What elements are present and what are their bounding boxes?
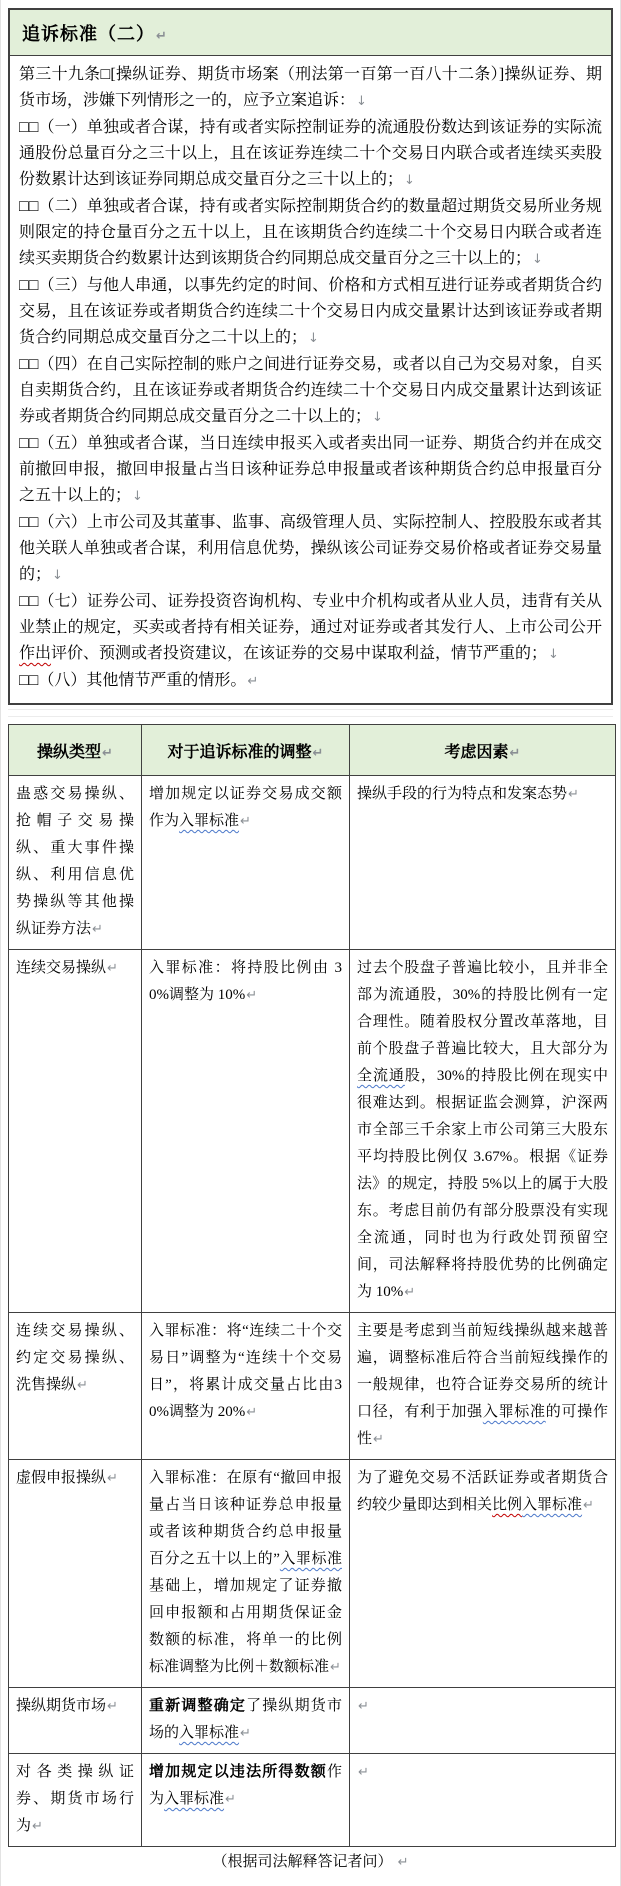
paragraph-mark: ↵ (246, 1405, 258, 1420)
section-divider (8, 709, 613, 716)
paragraph-mark: ↵ (102, 746, 113, 761)
adjustments-table (8, 724, 616, 1847)
cell-adjustment (142, 950, 350, 1313)
text-segment: 过去个股盘子普遍比较小，且并非全部为流通股，30%的持股比例有一定合理性。随着股权分置改革落地，目前个股盘子普遍比较大，且大部分为 (357, 960, 608, 1057)
text-segment: 评价、预测或者投资建议，在该证券的交易中谋取利益，情节严重的； (51, 645, 548, 662)
paragraph-mark: ↵ (568, 787, 579, 802)
legal-paragraph (19, 431, 602, 510)
text-segment: 入罪标准 (179, 813, 240, 829)
cell-considerations (350, 776, 616, 950)
text-segment: 重新调整确定 (149, 1698, 247, 1714)
table-row (9, 1754, 616, 1847)
line-break-mark: ↓ (52, 568, 63, 583)
paragraph-mark: ↵ (107, 961, 118, 976)
text-segment: 作出 (19, 645, 52, 662)
table-header-row (9, 725, 616, 776)
text-segment: 连续交易操纵 (16, 960, 107, 976)
text-segment: 作为 (149, 1764, 342, 1807)
text-segment: □□（五）单独或者合谋，当日连续申报买入或者卖出同一证券、期货合约并在成交前撤回申报，撤回申报量占当日该种证券总申报量或者该种期货合约总申报量百分之五十以上的； (19, 435, 602, 504)
cell-considerations (350, 1688, 616, 1754)
paragraph-mark: ↵ (107, 1471, 118, 1486)
text-segment: 入罪标准 (522, 1497, 583, 1513)
text-segment: □□（四）在自己实际控制的账户之间进行证券交易，或者以自己为交易对象，自买自卖期货合约，且在该证券或者期货合约连续二十个交易日内成交量累计达到该证券或者期货合约同期总成交量百分之二十以上的； (19, 356, 602, 425)
section-divider (8, 716, 613, 717)
line-break-mark: ↓ (548, 647, 559, 662)
text-segment: 比例 (492, 1497, 523, 1513)
paragraph-mark: ↵ (358, 1765, 369, 1780)
cell-manipulation-type (9, 1460, 142, 1688)
text-segment: 入罪标准 (179, 1725, 240, 1741)
text-segment: 股，30%的持股比例在现实中很难达到。根据证监会测算，沪深两市全部三千余家上市公司第三大股东平均持股比例仅 3.67%。根据《证券法》的规定，持股 5%以上的属于大股东。考虑目前仍有部分股票没有实现全流通，同时也为行政处罚预留空间，司法解释将持股优势的比例确定为 10% (357, 1068, 608, 1300)
cell-considerations (350, 1754, 616, 1847)
text-segment: 蛊惑交易操纵、抢帽子交易操纵、重大事件操纵、利用信息优势操纵等其他操纵证券方法 (16, 786, 134, 937)
cell-manipulation-type (9, 1313, 142, 1460)
line-break-mark: ↓ (308, 331, 319, 346)
text-segment: 连续交易操纵、约定交易操纵、洗售操纵 (16, 1323, 134, 1393)
paragraph-mark: ↵ (373, 1432, 384, 1447)
paragraph-mark: ↵ (240, 814, 251, 829)
text-segment: 基础上，增加规定了证券撤回申报额和占用期货保证金数额的标准，将单一的比例标准调整为比例＋数额标准 (149, 1578, 342, 1675)
header-label: 对于追诉标准的调整 (167, 744, 312, 761)
text-segment: 入罪标准：将持股比例由 30%调整为 10% (149, 960, 342, 1003)
text-segment: □□（六）上市公司及其董事、监事、高级管理人员、实际控制人、控股股东或者其他关联人单独或者合谋，利用信息优势，操纵该公司证券交易价格或者证券交易量的； (19, 514, 602, 583)
paragraph-mark: ↵ (107, 1699, 118, 1714)
text-segment: 的可操作性 (357, 1404, 608, 1447)
text-segment: 入罪标准：在原有“撤回申报量占当日该种证券总申报量或者该种期货合约总申报量百分之五十以上的” (149, 1470, 342, 1567)
line-break-mark: ↓ (372, 410, 383, 425)
footer-note (8, 1849, 613, 1876)
page-title: 追诉标准（二） (22, 24, 155, 44)
text-segment: 操纵手段的行为特点和发案态势 (357, 786, 568, 802)
text-segment: 增加规定以违法所得数额 (149, 1764, 327, 1780)
text-segment: 入罪标准 (279, 1551, 342, 1567)
paragraph-mark: ↵ (32, 1819, 43, 1834)
paragraph-mark: ↵ (247, 674, 259, 689)
legal-paragraph (19, 115, 602, 194)
cell-manipulation-type (9, 776, 142, 950)
line-break-mark: ↓ (132, 489, 143, 504)
text-segment: 入罪标准：将“连续二十个交易日”调整为“连续十个交易日”，将累计成交量占比由30%调整为 20% (149, 1323, 342, 1420)
cell-considerations (350, 1313, 616, 1460)
text-segment: □□（三）与他人串通，以事先约定的时间、价格和方式相互进行证券或者期货合约交易，且在该证券或者期货合约连续二十个交易日内成交量累计达到该证券或者期货合约同期总成交量百分之二十以上的； (19, 277, 602, 346)
header-label: 操纵类型 (37, 744, 102, 761)
text-segment: 入罪标准 (164, 1791, 225, 1807)
paragraph-mark: ↵ (156, 29, 168, 44)
paragraph-mark: ↵ (240, 1726, 251, 1741)
cell-adjustment (142, 1754, 350, 1847)
paragraph-mark: ↵ (312, 746, 324, 761)
cell-adjustment (142, 1688, 350, 1754)
legal-paragraph (19, 62, 602, 115)
cell-manipulation-type (9, 950, 142, 1313)
text-segment: 为了避免交易不活跃证券或者期货合约较少量即达到相关 (357, 1470, 608, 1513)
text-segment: □□（七）证券公司、证券投资咨询机构、专业中介机构或者从业人员，违背有关从业禁止的规定，买卖或者持有相关证券，通过对证券或者其发行人、上市公司公开 (19, 593, 602, 636)
table-row (9, 1313, 616, 1460)
line-break-mark: ↓ (356, 94, 367, 109)
table-row (9, 776, 616, 950)
paragraph-mark: ↵ (393, 1855, 409, 1870)
legal-paragraph (19, 589, 602, 668)
text-segment: 操纵期货市场 (16, 1698, 107, 1714)
text-segment: 对各类操纵证券、期货市场行为 (16, 1764, 134, 1834)
legal-paragraph (19, 510, 602, 589)
text-segment: 虚假申报操纵 (16, 1470, 107, 1486)
text-segment: 入罪标准 (482, 1404, 546, 1420)
table-header-cell (142, 725, 350, 776)
line-break-mark: ↓ (532, 252, 543, 267)
text-segment: □□（八）其他情节严重的情形。 (19, 672, 247, 689)
cell-adjustment (142, 1460, 350, 1688)
table-row (9, 950, 616, 1313)
paragraph-mark: ↵ (509, 746, 521, 761)
line-break-mark: ↓ (404, 173, 415, 188)
paragraph-mark: ↵ (246, 988, 258, 1003)
paragraph-mark: ↵ (358, 1699, 369, 1714)
paragraph-mark: ↵ (404, 1285, 416, 1300)
legal-paragraph (19, 194, 602, 273)
text-segment: 第三十九条□[操纵证券、期货市场案（刑法第一百第一百八十二条）]操纵证券、期货市场，涉嫌下列情形之一的，应予立案追诉： (19, 66, 602, 109)
cell-considerations (350, 950, 616, 1313)
text-segment: □□（一）单独或者合谋，持有或者实际控制证券的流通股份数达到该证券的实际流通股份总量百分之三十以上，且在该证券连续二十个交易日内联合或者连续买卖股份数累计达到该证券同期总成交量百分之三十以上的； (19, 119, 602, 188)
legal-paragraph (19, 352, 602, 431)
cell-considerations (350, 1460, 616, 1688)
text-segment: 增加规定以证券交易成交额作为 (149, 786, 342, 829)
paragraph-mark: ↵ (77, 1378, 88, 1393)
table-row (9, 1688, 616, 1754)
table-header-cell (9, 725, 142, 776)
text-segment: □□（二）单独或者合谋，持有或者实际控制期货合约的数量超过期货交易所业务规则限定的持仓量百分之五十以上，且在该期货合约连续二十个交易日内联合或者连续买卖期货合约数累计达到该期货合约同期总成交量百分之三十以上的； (19, 198, 602, 267)
paragraph-mark: ↵ (583, 1498, 594, 1513)
cell-adjustment (142, 776, 350, 950)
text-segment: 了操纵期货市场的 (149, 1698, 342, 1741)
text-segment: 全流通 (357, 1068, 405, 1084)
cell-adjustment (142, 1313, 350, 1460)
paragraph-mark: ↵ (225, 1792, 236, 1807)
legal-text-box (8, 56, 613, 705)
title-box (8, 8, 613, 56)
legal-paragraph (19, 273, 602, 352)
cell-manipulation-type (9, 1688, 142, 1754)
paragraph-mark: ↵ (92, 922, 103, 937)
table-header-cell (350, 725, 616, 776)
footer-note-text: （根据司法解释答记者问） (212, 1854, 393, 1870)
paragraph-mark: ↵ (330, 1660, 341, 1675)
text-segment: 主要是考虑到当前短线操纵越来越普遍，调整标准后符合当前短线操作的一般规律，也符合证券交易所的统计口径，有利于加强 (357, 1323, 608, 1420)
header-label: 考虑因素 (444, 744, 509, 761)
table-row (9, 1460, 616, 1688)
cell-manipulation-type (9, 1754, 142, 1847)
legal-paragraph (19, 668, 602, 695)
